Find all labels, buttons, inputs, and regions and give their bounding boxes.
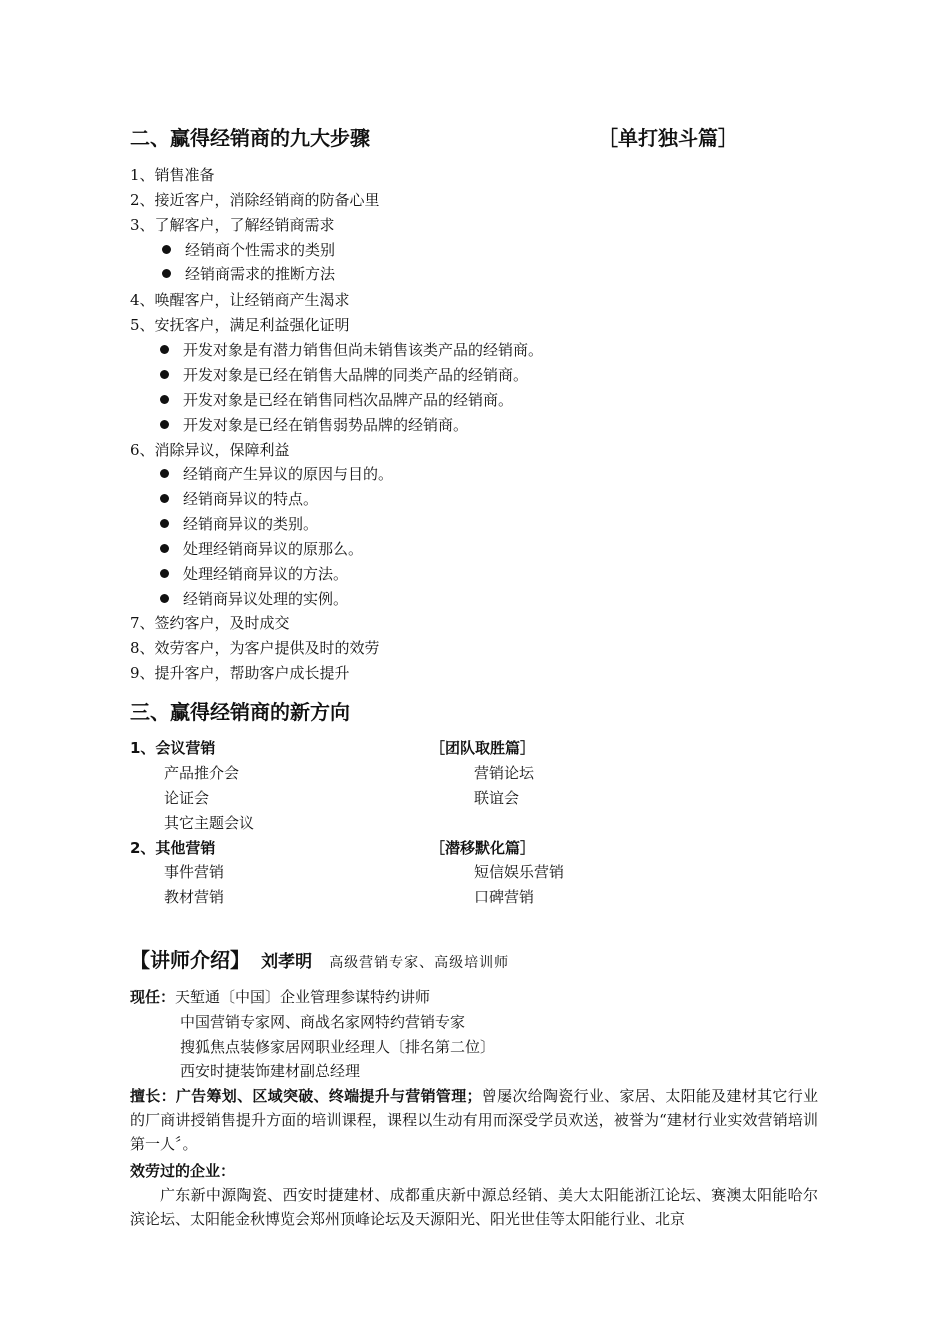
bullet-icon bbox=[160, 420, 169, 429]
group1-tag: ［团队取胜篇］ bbox=[430, 739, 536, 757]
bullet-icon bbox=[162, 269, 171, 278]
bullet-item: 经销商个性需求的类别 bbox=[162, 240, 335, 260]
expertise-label: 擅长：广告筹划、区域突破、终端提升与营销管理； bbox=[130, 1087, 482, 1105]
current-line: 现任：天堑通〔中国〕企业管理参谋特约讲师 bbox=[130, 988, 431, 1006]
list-item: 短信娱乐营销 bbox=[474, 863, 565, 881]
group2-tag: ［潜移默化篇］ bbox=[430, 839, 536, 857]
list-item: 2、接近客户，消除经销商的防备心里 bbox=[130, 191, 380, 209]
bullet-icon bbox=[160, 569, 169, 578]
bullet-item: 经销商异议的特点。 bbox=[160, 489, 318, 509]
bullet-icon bbox=[160, 370, 169, 379]
list-item: 7、签约客户，及时成交 bbox=[130, 614, 290, 632]
bullet-icon bbox=[160, 395, 169, 404]
bullet-item: 开发对象是已经在销售同档次品牌产品的经销商。 bbox=[160, 390, 513, 410]
expertise-paragraph: 擅长：广告筹划、区域突破、终端提升与营销管理；曾屡次给陶瓷行业、家居、太阳能及建材其它行业的厂商讲授销售提升方面的培训课程，课程以生动有用而深受学员欢送，被誉为“建材行业实效营销培训第一人〞。 bbox=[130, 1087, 818, 1153]
bullet-icon bbox=[160, 594, 169, 603]
section2-tag: ［单打独斗篇］ bbox=[598, 126, 738, 150]
served-label: 效劳过的企业： bbox=[130, 1162, 236, 1180]
bullet-item: 处理经销商异议的方法。 bbox=[160, 564, 348, 584]
list-item: 论证会 bbox=[164, 789, 210, 807]
list-item: 产品推介会 bbox=[164, 764, 240, 782]
bullet-icon bbox=[160, 469, 169, 478]
list-item: 6、消除异议，保障利益 bbox=[130, 441, 290, 459]
bullet-item: 开发对象是有潜力销售但尚未销售该类产品的经销商。 bbox=[160, 340, 543, 360]
section3-title: 三、赢得经销商的新方向 bbox=[130, 700, 350, 724]
bullet-item: 经销商异议处理的实例。 bbox=[160, 589, 348, 609]
bullet-item: 经销商需求的推断方法 bbox=[162, 264, 335, 284]
current-item: 中国营销专家网、商战名家网特约营销专家 bbox=[180, 1013, 466, 1031]
list-item: 营销论坛 bbox=[474, 764, 535, 782]
list-item: 联谊会 bbox=[474, 789, 520, 807]
list-item: 口碑营销 bbox=[474, 888, 535, 906]
bullet-item: 开发对象是已经在销售大品牌的同类产品的经销商。 bbox=[160, 365, 528, 385]
current-item: 西安时捷装饰建材副总经理 bbox=[180, 1062, 361, 1080]
bullet-item: 开发对象是已经在销售弱势品牌的经销商。 bbox=[160, 415, 468, 435]
bullet-icon bbox=[162, 245, 171, 254]
list-item: 其它主题会议 bbox=[164, 814, 255, 832]
section2-title: 二、赢得经销商的九大步骤 bbox=[130, 126, 370, 150]
bullet-item: 经销商产生异议的原因与目的。 bbox=[160, 464, 393, 484]
served-paragraph: 广东新中源陶瓷、西安时捷建材、成都重庆新中源总经销、美大太阳能浙江论坛、赛澳太阳能哈尔滨论坛、太阳能金秋博览会郑州顶峰论坛及天源阳光、阳光世佳等太阳能行业、北京 bbox=[130, 1186, 818, 1228]
current-label: 现任： bbox=[130, 988, 176, 1006]
lecturer-label: 【讲师介绍】 bbox=[130, 948, 250, 972]
lecturer-name: 刘孝明 bbox=[261, 952, 313, 972]
bullet-icon bbox=[160, 544, 169, 553]
list-item: 5、安抚客户，满足利益强化证明 bbox=[130, 316, 350, 334]
lecturer-titles: 高级营销专家、高级培训师 bbox=[329, 955, 510, 971]
bullet-icon bbox=[160, 345, 169, 354]
bullet-icon bbox=[160, 519, 169, 528]
list-item: 1、销售准备 bbox=[130, 166, 215, 184]
list-item: 事件营销 bbox=[164, 863, 225, 881]
list-item: 4、唤醒客户，让经销商产生渴求 bbox=[130, 291, 350, 309]
bullet-icon bbox=[160, 494, 169, 503]
lecturer-header bbox=[130, 947, 509, 976]
bullet-item: 经销商异议的类别。 bbox=[160, 514, 318, 534]
current-item: 搜狐焦点装修家居网职业经理人〔排名第二位〕 bbox=[180, 1038, 496, 1056]
bullet-item: 处理经销商异议的原那么。 bbox=[160, 539, 363, 559]
list-item: 9、提升客户，帮助客户成长提升 bbox=[130, 664, 350, 682]
list-item: 教材营销 bbox=[164, 888, 225, 906]
list-item: 3、了解客户，了解经销商需求 bbox=[130, 216, 335, 234]
group1-heading: 1、会议营销 bbox=[130, 739, 216, 757]
list-item: 8、效劳客户，为客户提供及时的效劳 bbox=[130, 639, 380, 657]
group2-heading: 2、其他营销 bbox=[130, 839, 216, 857]
